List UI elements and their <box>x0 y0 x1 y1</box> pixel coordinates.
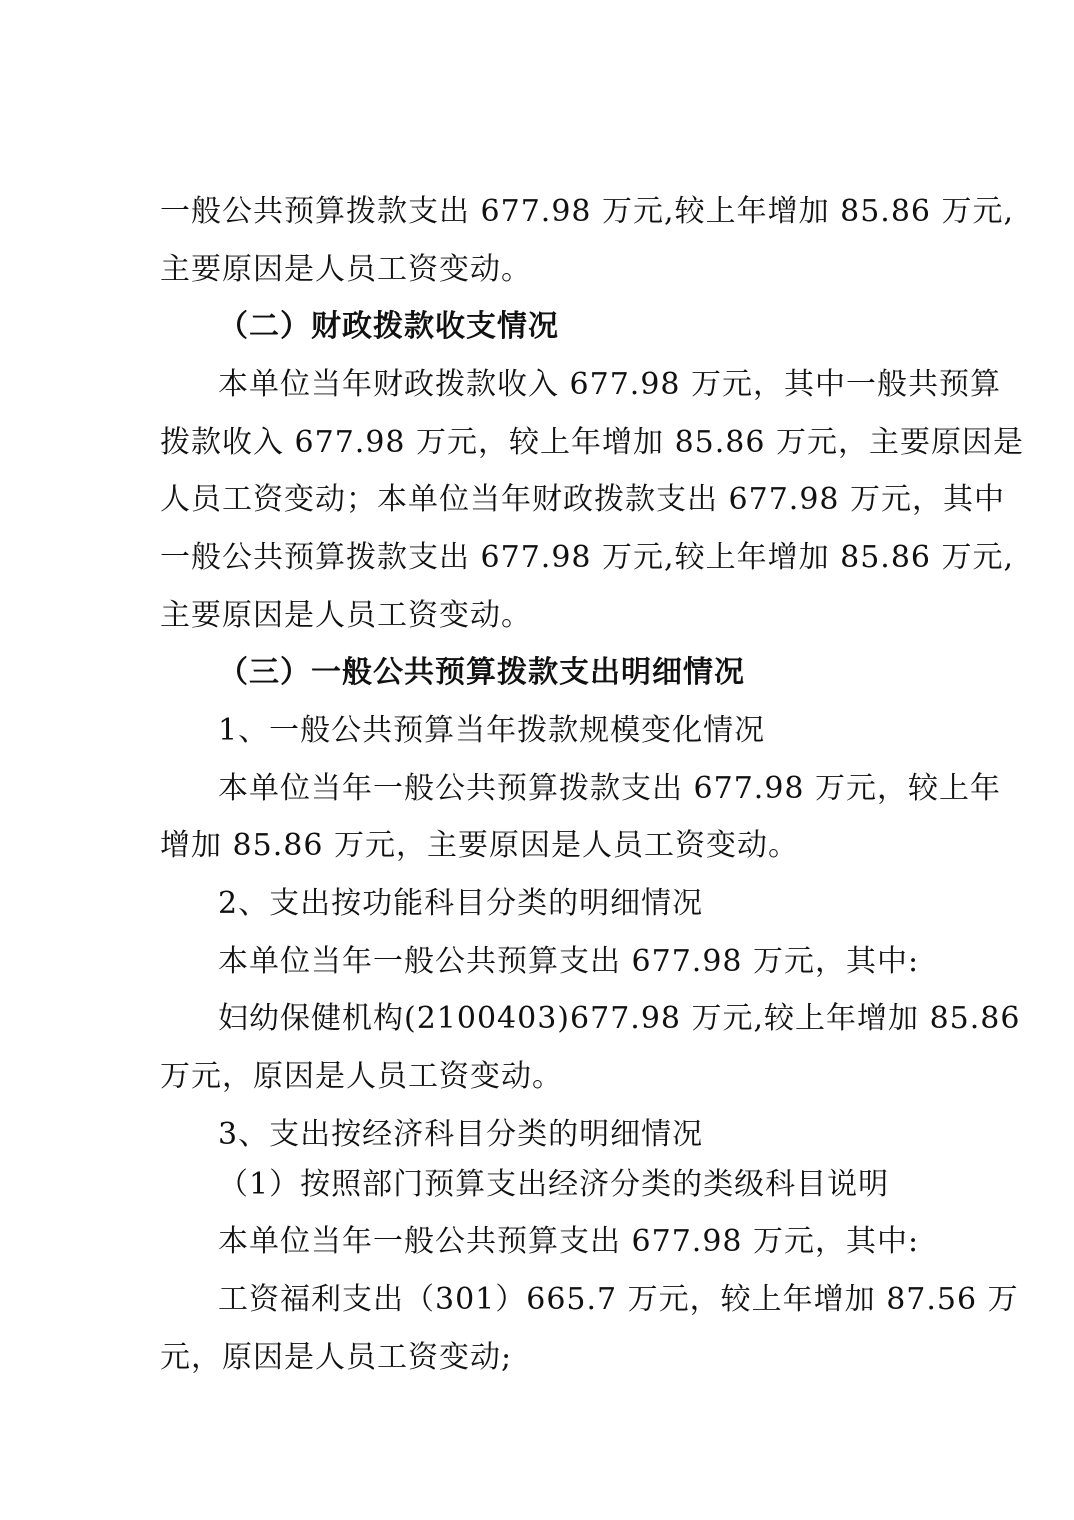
text-line: 元，原因是人员工资变动; <box>160 1340 513 1375</box>
paragraph-start: 妇幼保健机构(2100403)677.98 万元,较上年增加 85.86 <box>218 1001 1021 1036</box>
section-heading: （三）一般公共预算拨款支出明细情况 <box>218 655 745 690</box>
text-line: 拨款收入 677.98 万元，较上年增加 85.86 万元，主要原因是 <box>160 425 1024 460</box>
subsection-heading: 1、一般公共预算当年拨款规模变化情况 <box>218 713 766 748</box>
paragraph-start: 本单位当年一般公共预算支出 677.98 万元，其中: <box>218 944 920 979</box>
paragraph-start: 本单位当年一般公共预算拨款支出 677.98 万元，较上年 <box>218 771 1002 806</box>
text-line: 一般公共预算拨款支出 677.98 万元,较上年增加 85.86 万元, <box>160 194 1015 229</box>
subsection-heading: （1）按照部门预算支出经济分类的类级科目说明 <box>218 1167 890 1202</box>
paragraph-start: 本单位当年一般公共预算支出 677.98 万元，其中: <box>218 1224 920 1259</box>
subsection-heading: 3、支出按经济科目分类的明细情况 <box>218 1117 704 1152</box>
paragraph-start: 本单位当年财政拨款收入 677.98 万元，其中一般共预算 <box>218 367 1002 402</box>
text-line: 增加 85.86 万元，主要原因是人员工资变动。 <box>160 828 799 863</box>
text-line: 人员工资变动；本单位当年财政拨款支出 677.98 万元，其中 <box>160 482 1006 517</box>
paragraph-start: 工资福利支出（301）665.7 万元，较上年增加 87.56 万 <box>218 1282 1019 1317</box>
subsection-heading: 2、支出按功能科目分类的明细情况 <box>218 886 704 921</box>
text-line: 万元，原因是人员工资变动。 <box>160 1059 563 1094</box>
text-line: 主要原因是人员工资变动。 <box>160 598 532 633</box>
text-line: 主要原因是人员工资变动。 <box>160 252 532 287</box>
section-heading: （二）财政拨款收支情况 <box>218 309 559 344</box>
text-line: 一般公共预算拨款支出 677.98 万元,较上年增加 85.86 万元, <box>160 540 1015 575</box>
